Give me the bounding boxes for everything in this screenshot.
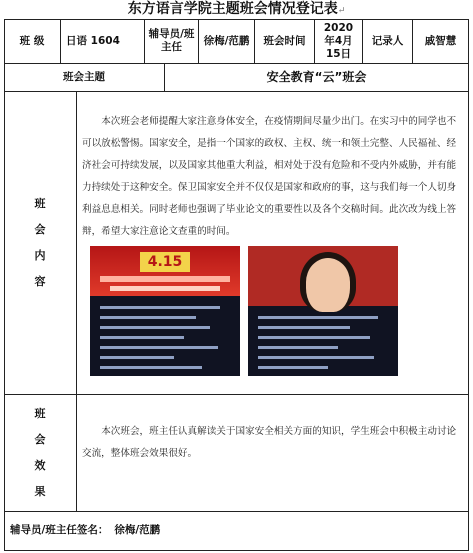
page-title: 东方语言学院主题班会情况登记表↵ (127, 1, 346, 17)
effect-label: 班 会 效 果 (34, 406, 46, 498)
content-label: 班 会 内 容 (34, 196, 46, 288)
signature-label: 辅导员/班主任签名： (10, 524, 109, 536)
recorder-value: 戚智慧 (424, 34, 457, 47)
screenshot-chat (90, 246, 240, 376)
class-label: 班 级 (19, 34, 45, 47)
content-paragraph: 本次班会老师提醒大家注意身体安全，在疫情期间尽量少出门。在实习中的同学也不可以放松警惕。国家安全，是指一个国家的政权、主权、统一和领土完整、人民福祉、经济社会可持续发展，以及国家其他重大利益，相对处于没有危险和不受内外威胁，并有能力持续处于这种安全。保卫国家安全并不仅仅是国家和政府的事，这与我们每一个人切身利益息息相关。同时老师也强调了毕业论文的重要性以及各个交稿时间。此次改为线上答辩，希望大家注意论文查重的时间。 (82, 116, 457, 237)
meeting-screenshots (90, 246, 398, 376)
screenshot-video (248, 246, 398, 376)
video-feed (248, 246, 398, 306)
counselor-label: 辅导员/班主任 (148, 28, 195, 53)
poster-number: 4.15 (140, 252, 190, 272)
recorder-label: 记录人 (371, 34, 404, 47)
time-value: 2020年4月15日 (323, 21, 354, 60)
class-value: 日语 1604 (66, 34, 120, 47)
effect-paragraph: 本次班会，班主任认真解读关于国家安全相关方面的知识，学生班会中积极主动讨论交流，整体班会效果很好。 (82, 426, 457, 459)
theme-label: 班会主题 (63, 70, 105, 83)
participant-avatar (300, 252, 356, 312)
signature-value: 徐梅/范鹏 (114, 524, 161, 536)
time-label: 班会时间 (263, 34, 306, 47)
counselor-value: 徐梅/范鹏 (203, 34, 250, 47)
registration-table (4, 19, 469, 551)
theme-value: 安全教育“云”班会 (266, 69, 367, 84)
safety-poster (90, 246, 240, 296)
signature-row (4, 511, 473, 550)
